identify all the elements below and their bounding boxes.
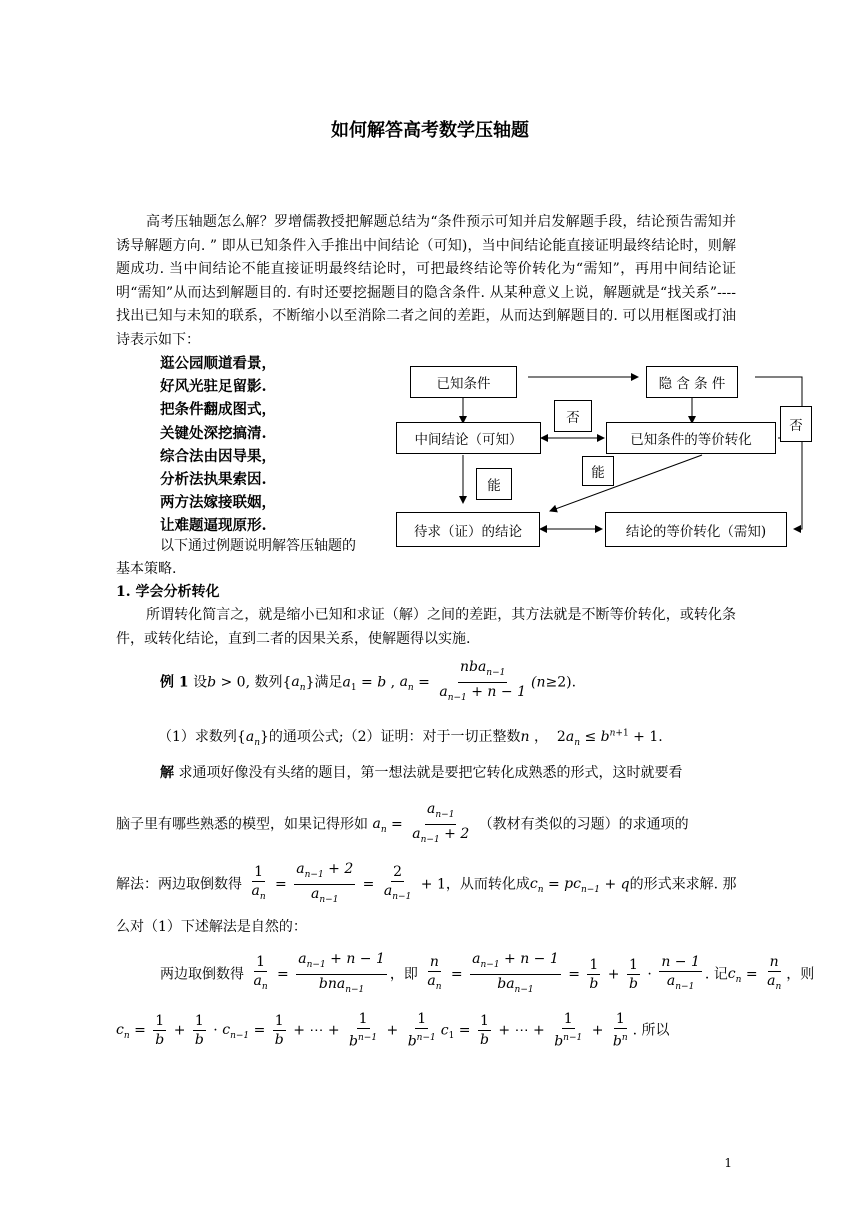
example1-text: 设 [193, 674, 208, 691]
intro-paragraph: 高考压轴题怎么解？罗增儒教授把解题总结为“条件预示可知并启发解题手段，结论预告需知并诱导解题方向. ” 即从已知条件入手推出中间结论（可知)，当中间结论能直接证明最终结论时，则解题成功. 当中间结论不能直接证明最终结论时，可把最终结论等价转化为“需知”，再用中间结论证明“需知”从而达到解题目的. 有时还要挖掘题目的隐含条件. 从某种意义上说，解题就是“找关系”----找出已知与未知的联系，不断缩小以至消除二者之间的差距，从而达到解题目的. 可以用框图或打油诗表示如下： [116, 214, 736, 348]
example1-questions: （1）求数列$\{a_n\}$的通项公式;（2）证明：对于一切正整数n ， $2a_n \le b^{n+1} + 1$. [158, 728, 663, 748]
solution-label: 解 [160, 765, 174, 781]
example1-statement: 例 1 设b > 0, 数列$\{a_n\}$满足$a_1 = b$ , $a_n$ = $\frac{nba_{n-1}}{a_{n-1} + n - 1}$ (n≥2). [160, 658, 576, 707]
example1-text: 满足 [314, 674, 343, 691]
box-known-conditions: 已知条件 [410, 366, 517, 398]
fraction: $\frac{2}{a_{n-1}}$ [383, 863, 412, 902]
solution-text: . 所以 [632, 1022, 670, 1039]
box-hidden-conditions: 隐 含 条 件 [646, 366, 738, 398]
fraction: $\frac{1}{b}$ [629, 956, 638, 992]
solution-line-5: 两边取倒数得 $\frac{1}{a_n}$ = $\frac{a_{n-1} + n - 1}{bna_{n-1}}$ ，即 $\frac{n}{a_n}$ = $\frac{a_{n-1} + n - 1}{ba_{n-1}}$ = $\frac{1}{b}$ + $\frac{1}{b}$ · $\frac{n - 1}{a_{n-1}}$ . 记$c_n$ = $\frac{n}{a_n}$ ，则 [160, 950, 814, 999]
example1-text: , 数列 [245, 674, 283, 691]
box-conclusion-equivalent: 结论的等价转化（需知) [605, 512, 787, 547]
poem-line: 逛公园顺道看景， [160, 355, 276, 372]
solution-text: 的形式来求解. 那 [629, 876, 737, 893]
solution-line-3: 解法：两边取倒数得 $\frac{1}{a_n}$ = $\frac{a_{n-1} + 2}{a_{n-1}}$ = $\frac{2}{a_{n-1}}$ + 1，从而转化成$c_n = pc_{n-1} + q$的形式来求解. 那 [116, 860, 737, 909]
fraction: $\frac{1}{b}$ [274, 1012, 284, 1048]
fraction: $\frac{1}{b^{n-1}}$ [349, 1011, 378, 1050]
label-yes-2: 能 [582, 456, 614, 486]
solution-line-1 [160, 762, 682, 782]
fraction: $\frac{a_{n-1} + n - 1}{bna_{n-1}}$ [298, 951, 385, 995]
fraction: $\frac{1}{b}$ [155, 1012, 165, 1048]
page-title: 如何解答高考数学压轴题 [331, 120, 529, 141]
fraction: $\frac{1}{b^{n-1}}$ [554, 1011, 583, 1050]
example1-label: 例 1 [160, 674, 189, 691]
solution-text: ，即 [389, 966, 418, 983]
after-diagram-text-2: 基本策略. [116, 561, 177, 577]
solution-text: （教材有类似的习题）的求通项的 [478, 816, 689, 833]
reciprocal-fraction: $\frac{1}{a_n}$ [251, 863, 266, 902]
solution-text: 解法：两边取倒数得 [116, 876, 242, 893]
fraction: $\frac{n}{a_n}$ [427, 953, 442, 992]
recurrence-fraction: $\frac{nba_{n-1}}{a_{n-1} + n - 1}$ [439, 659, 526, 703]
poem-line: 分析法执果索因. [160, 471, 267, 489]
page-number: 1 [724, 1156, 732, 1170]
solution-text: . 记 [704, 966, 728, 983]
fraction: $\frac{1}{b}$ [589, 956, 599, 992]
poem-line: 两方法嫁接联姻， [160, 494, 276, 512]
fraction: $\frac{1}{b}$ [194, 1012, 204, 1048]
solution-text: ，从而转化成 [445, 876, 530, 893]
poem [160, 352, 276, 538]
solution-line-6: $c_n$ = $\frac{1}{b}$ + $\frac{1}{b}$ · $c_{n-1}$ = $\frac{1}{b}$ + ⋯ + $\frac{1}{b^{n-1}}$ + $\frac{1}{b^{n-1}}$ $c_1$ = $\frac{1}{b}$ + ⋯ + $\frac{1}{b^{n-1}}$ + $\frac{1}{b^n}$ . 所以 [116, 1011, 670, 1050]
section1-paragraph: 所谓转化简言之，就是缩小已知和求证（解）之间的差距，其方法就是不断等价转化，或转化条件，或转化结论，直到二者的因果关系，使解题得以实施. [116, 607, 736, 647]
label-no-1: 否 [554, 400, 592, 432]
fraction: $\frac{1}{b^{n-1}}$ [407, 1011, 436, 1050]
poem-line: 好风光驻足留影. [160, 378, 267, 396]
label-no-2: 否 [780, 406, 812, 442]
poem-line: 让难题逼现原形. [160, 517, 267, 535]
poem-line: 关键处深挖搞清. [160, 424, 267, 442]
label-yes-1: 能 [476, 468, 512, 500]
fraction: $\frac{1}{a_n}$ [253, 953, 268, 992]
box-known-equivalent: 已知条件的等价转化 [606, 422, 776, 454]
box-target-conclusion: 待求（证）的结论 [396, 512, 540, 547]
section-heading-1: 1. 学会分析转化 [116, 584, 220, 600]
solution-line-4: 么对（1）下述解法是自然的： [116, 919, 307, 935]
box-intermediate-conclusion: 中间结论（可知） [396, 422, 541, 454]
model-fraction: $\frac{a_{n-1}}{a_{n-1} + 2}$ [412, 801, 470, 845]
fraction: $\frac{1}{b^n}$ [612, 1011, 628, 1050]
poem-line: 把条件翻成图式， [160, 401, 276, 419]
solution-text: 求通项好像没有头绪的题目，第一想法就是要把它转化成熟悉的形式，这时就要看 [178, 765, 683, 781]
fraction: $\frac{n - 1}{a_{n-1}}$ [661, 953, 700, 992]
question-text: （1）求数列 [158, 729, 237, 745]
fraction: $\frac{1}{b}$ [479, 1012, 489, 1048]
solution-text: 脑子里有哪些熟悉的模型，如果记得形如 [116, 816, 368, 833]
solution-text: ，则 [786, 966, 815, 983]
question-text: 的通项公式;（2）证明：对于一切正整数 [268, 729, 521, 745]
poem-line: 综合法由因导果， [160, 447, 276, 465]
fraction: $\frac{n}{a_n}$ [767, 953, 782, 992]
solution-line-2: 脑子里有哪些熟悉的模型，如果记得形如 $a_n$ = $\frac{a_{n-1}}{a_{n-1} + 2}$ （教材有类似的习题）的求通项的 [116, 800, 689, 849]
after-diagram-text-1: 以下通过例题说明解答压轴题的 [160, 538, 356, 554]
solution-text: 两边取倒数得 [160, 966, 244, 983]
fraction: $\frac{a_{n-1} + 2}{a_{n-1}}$ [296, 861, 354, 905]
fraction: $\frac{a_{n-1} + n - 1}{ba_{n-1}}$ [472, 951, 559, 995]
